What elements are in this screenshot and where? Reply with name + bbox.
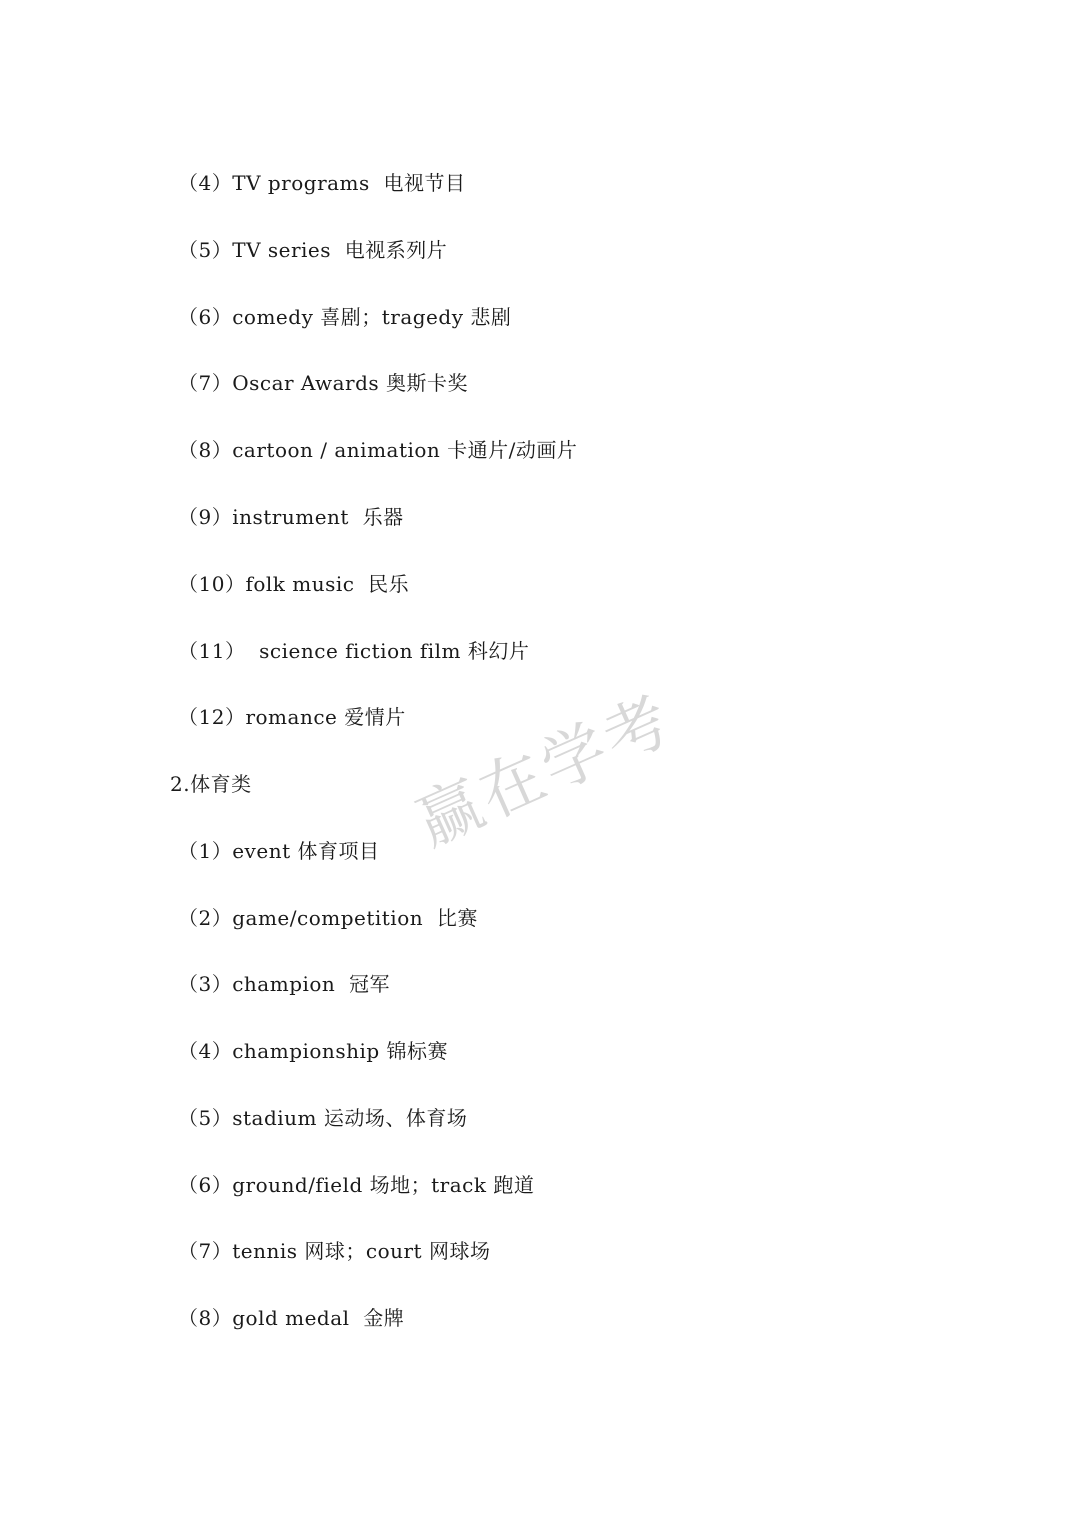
entry-comedy-tragedy: （6）comedy 喜剧；tragedy 悲剧 [178, 305, 512, 329]
section-heading-sports: 2.体育类 [170, 772, 252, 796]
entry-event: （1）event 体育项目 [178, 839, 380, 863]
entry-romance: （12）romance 爱情片 [178, 705, 406, 729]
watermark: 赢在学考 [406, 682, 685, 861]
entry-oscar-awards: （7）Oscar Awards 奥斯卡奖 [178, 371, 468, 395]
entry-tv-programs: （4）TV programs 电视节目 [178, 171, 466, 195]
entry-championship: （4）championship 锦标赛 [178, 1039, 449, 1063]
entry-science-fiction-film: （11） science fiction film 科幻片 [178, 639, 530, 663]
entry-instrument: （9）instrument 乐器 [178, 505, 404, 529]
entry-cartoon-animation: （8）cartoon / animation 卡通片/动画片 [178, 438, 578, 462]
entry-game-competition: （2）game/competition 比赛 [178, 906, 478, 930]
entry-folk-music: （10）folk music 民乐 [178, 572, 410, 596]
entry-tennis-court: （7）tennis 网球；court 网球场 [178, 1239, 491, 1263]
entry-champion: （3）champion 冠军 [178, 972, 391, 996]
entry-ground-field-track: （6）ground/field 场地；track 跑道 [178, 1173, 535, 1197]
entry-stadium: （5）stadium 运动场、体育场 [178, 1106, 468, 1130]
entry-tv-series: （5）TV series 电视系列片 [178, 238, 448, 262]
entry-gold-medal: （8）gold medal 金牌 [178, 1306, 405, 1330]
